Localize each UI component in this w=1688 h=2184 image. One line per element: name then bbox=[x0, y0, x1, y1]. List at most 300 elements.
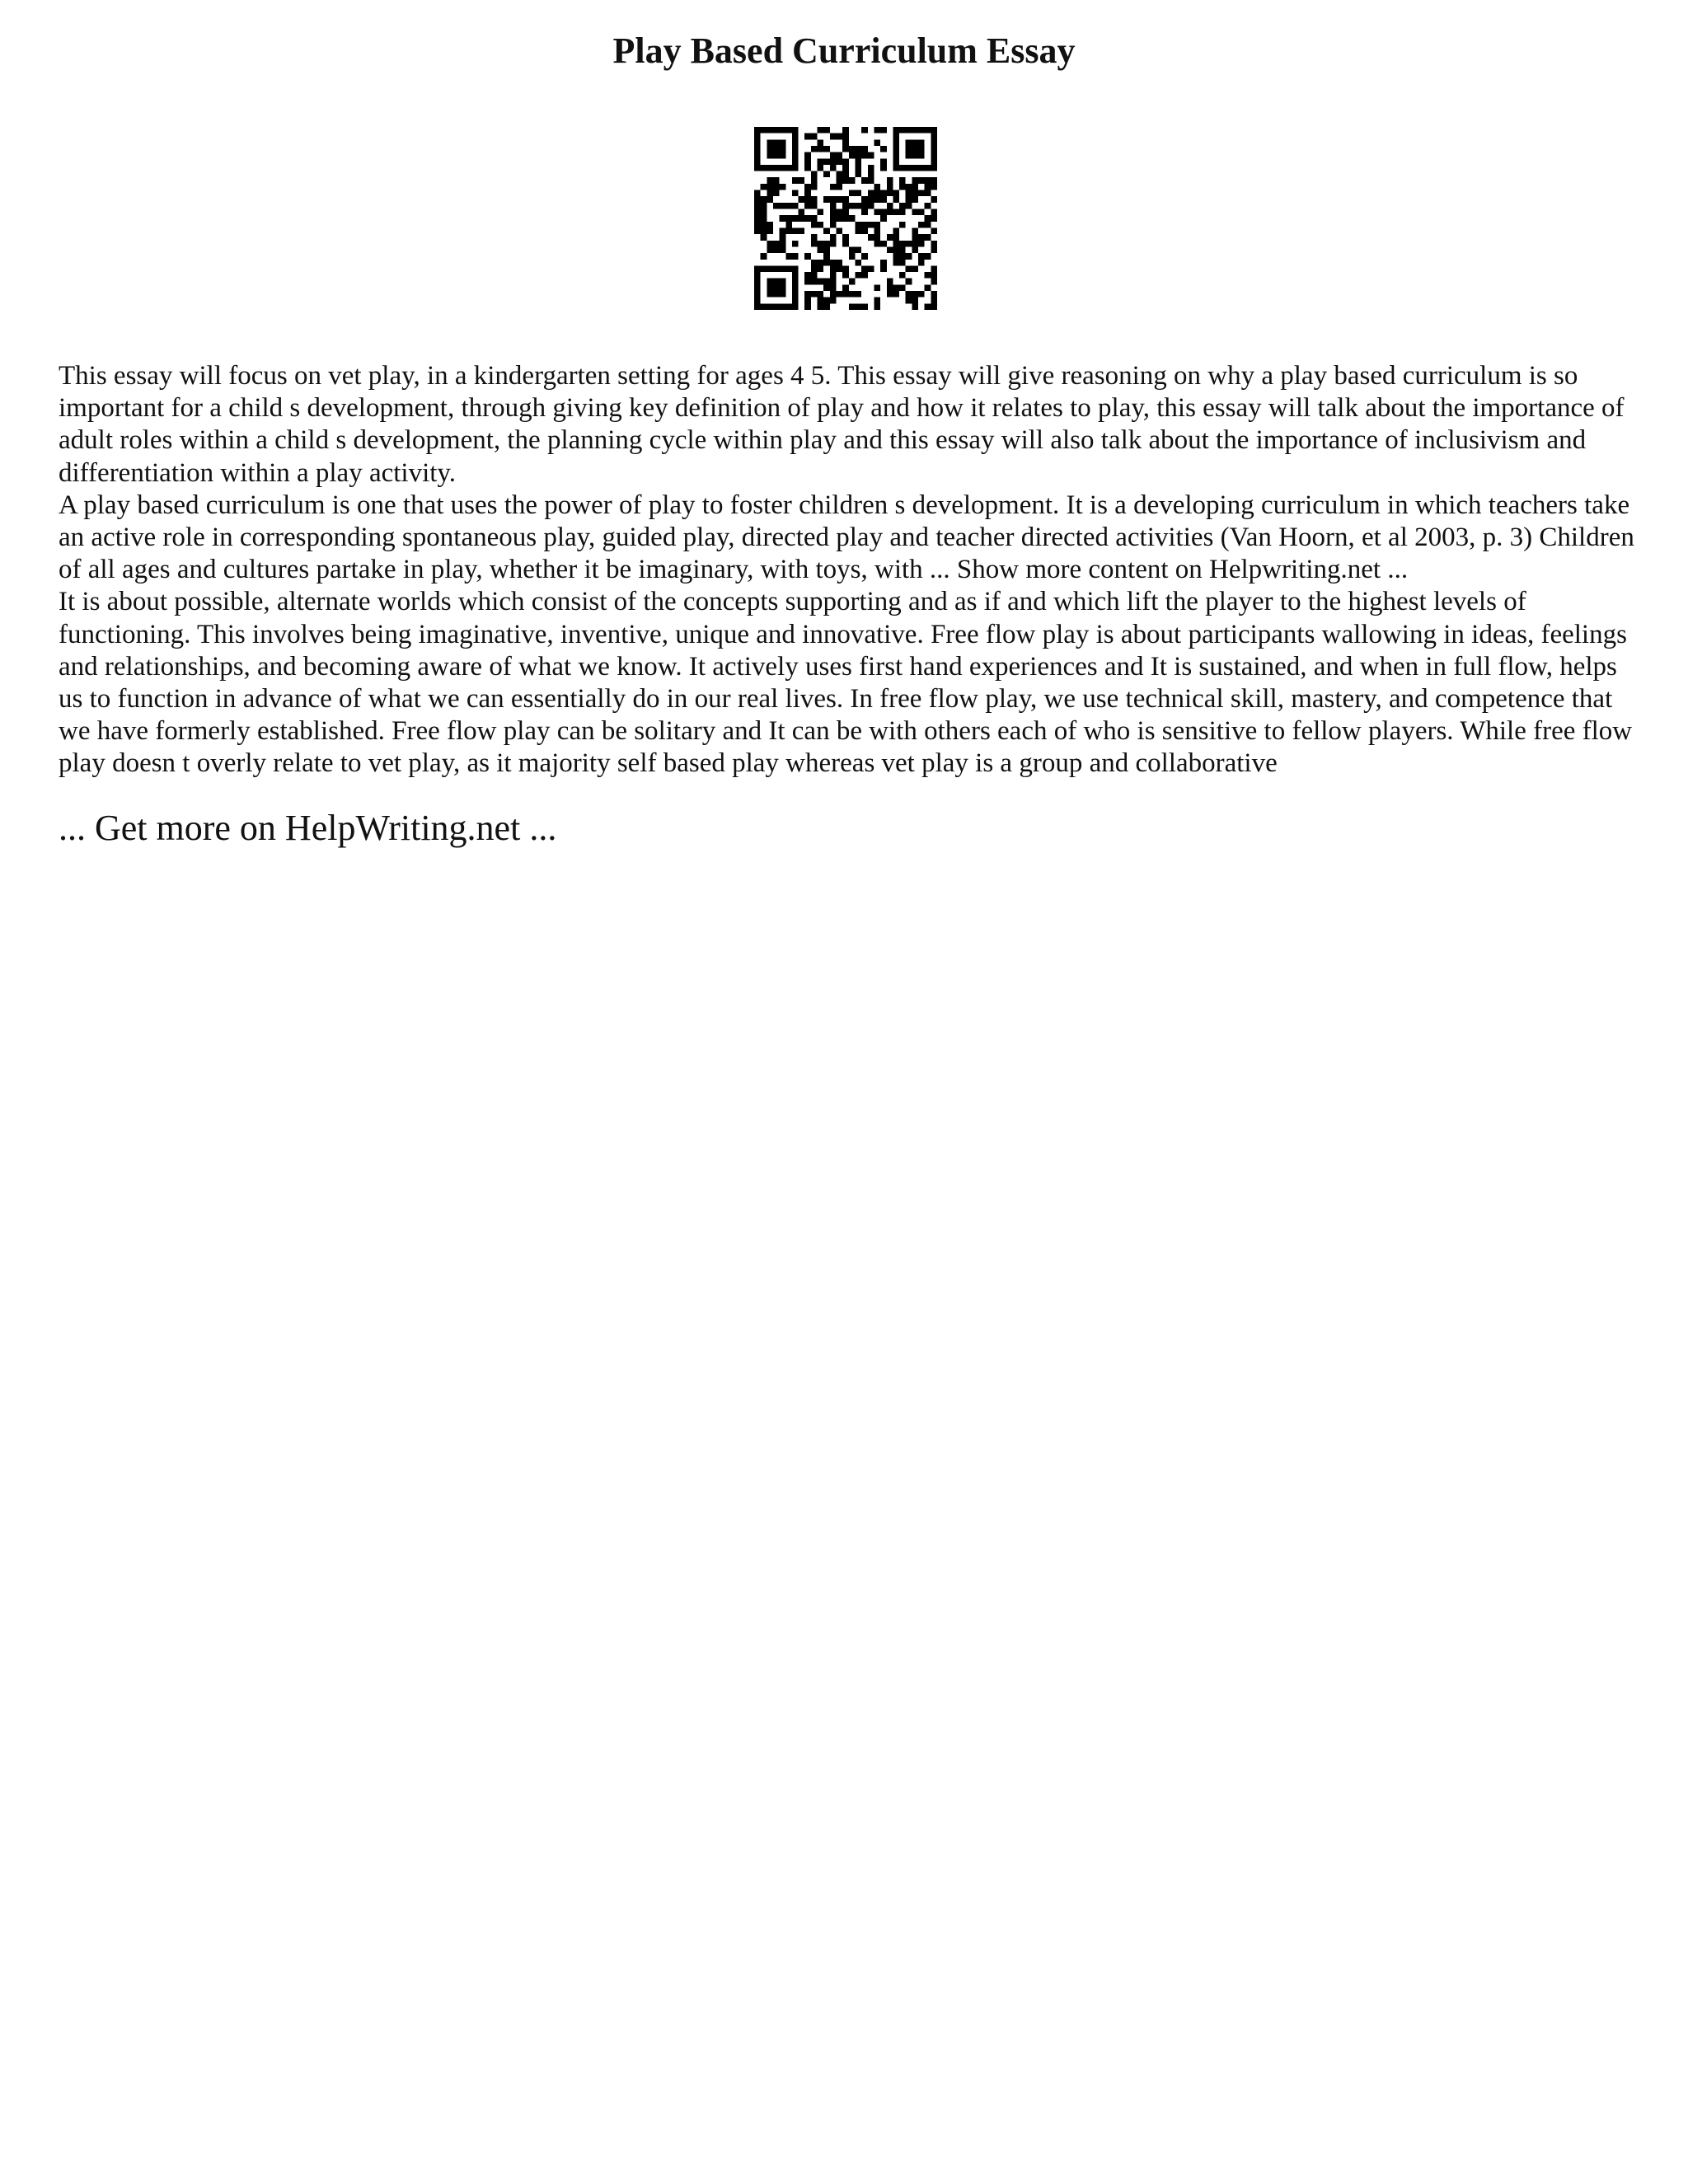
qr-module bbox=[830, 291, 837, 298]
qr-module bbox=[849, 190, 856, 197]
qr-module bbox=[767, 222, 773, 228]
qr-module bbox=[887, 246, 893, 253]
qr-module bbox=[918, 234, 925, 241]
qr-module bbox=[912, 196, 918, 203]
qr-module bbox=[767, 184, 773, 190]
qr-module bbox=[837, 134, 843, 140]
qr-module bbox=[861, 152, 868, 159]
qr-module bbox=[925, 215, 931, 222]
qr-module bbox=[925, 272, 931, 279]
qr-module bbox=[780, 291, 786, 298]
qr-module bbox=[761, 265, 767, 272]
qr-module bbox=[773, 139, 780, 146]
qr-module bbox=[811, 184, 818, 190]
qr-module bbox=[906, 196, 912, 203]
qr-module bbox=[868, 177, 874, 184]
qr-module bbox=[874, 196, 880, 203]
qr-module bbox=[811, 234, 818, 241]
qr-module bbox=[830, 284, 837, 291]
qr-module bbox=[754, 298, 761, 304]
qr-module bbox=[837, 171, 843, 178]
qr-module bbox=[818, 298, 824, 304]
qr-module bbox=[912, 227, 918, 234]
qr-module bbox=[849, 246, 856, 253]
qr-module bbox=[899, 253, 906, 260]
qr-module bbox=[754, 158, 761, 165]
qr-module bbox=[918, 152, 925, 159]
qr-module bbox=[780, 234, 786, 241]
qr-module bbox=[912, 139, 918, 146]
qr-module bbox=[818, 265, 824, 272]
qr-module bbox=[830, 165, 837, 171]
qr-module bbox=[754, 215, 761, 222]
qr-module bbox=[761, 209, 767, 216]
qr-module bbox=[780, 227, 786, 234]
qr-module bbox=[804, 303, 811, 310]
qr-module bbox=[849, 253, 856, 260]
qr-module bbox=[925, 253, 931, 260]
qr-module bbox=[855, 190, 861, 197]
qr-module bbox=[868, 196, 874, 203]
qr-module bbox=[837, 209, 843, 216]
qr-module bbox=[804, 184, 811, 190]
qr-module bbox=[842, 127, 849, 134]
qr-module bbox=[773, 184, 780, 190]
qr-module bbox=[880, 127, 887, 134]
qr-module bbox=[842, 165, 849, 171]
qr-module bbox=[887, 284, 893, 291]
qr-module bbox=[780, 184, 786, 190]
qr-module bbox=[887, 209, 893, 216]
qr-module bbox=[931, 209, 937, 216]
qr-module bbox=[761, 203, 767, 209]
qr-module bbox=[792, 227, 799, 234]
qr-module bbox=[754, 165, 761, 171]
qr-module bbox=[931, 146, 937, 152]
qr-module bbox=[785, 127, 792, 134]
qr-module bbox=[906, 298, 912, 304]
qr-module bbox=[931, 246, 937, 253]
qr-module bbox=[931, 165, 937, 171]
qr-module bbox=[918, 291, 925, 298]
qr-module bbox=[754, 303, 761, 310]
qr-module bbox=[861, 227, 868, 234]
qr-module bbox=[780, 203, 786, 209]
qr-module bbox=[754, 190, 761, 197]
qr-module bbox=[830, 265, 837, 272]
qr-module bbox=[925, 177, 931, 184]
qr-module bbox=[830, 209, 837, 216]
qr-module bbox=[780, 279, 786, 285]
qr-module bbox=[830, 134, 837, 140]
qr-module bbox=[837, 291, 843, 298]
qr-module bbox=[767, 246, 773, 253]
qr-module bbox=[780, 215, 786, 222]
qr-module bbox=[761, 165, 767, 171]
essay-paragraph-3: It is about possible, alternate worlds which consist of the concepts supporting and as if and which lift the player to the highest levels of functioning. This involves being imaginative, inventive, unique and innovative. Free flow play is about participants wallowing in ideas, feelings and relationships, and becoming aware of what we know. It actively uses first hand experiences and It is sustained, and when in full flow, helps us to function in advance of what we can essentially do in our real lives. In free flow play, we use technical skill, mastery, and competence that we have formerly established. Free flow play can be solitary and It can be with others each of who is sensitive to fellow players. While free flow play doesn t overly relate to vet play, as it majority self based play whereas vet play is a group and collaborative bbox=[59, 587, 1633, 779]
qr-code-icon bbox=[754, 127, 937, 310]
qr-module bbox=[842, 171, 849, 178]
qr-module bbox=[893, 227, 899, 234]
qr-module bbox=[818, 127, 824, 134]
qr-module bbox=[887, 184, 893, 190]
qr-module bbox=[880, 190, 887, 197]
qr-module bbox=[761, 222, 767, 228]
qr-module bbox=[918, 165, 925, 171]
qr-module bbox=[837, 152, 843, 159]
qr-module bbox=[861, 272, 868, 279]
qr-module bbox=[754, 279, 761, 285]
qr-module bbox=[912, 152, 918, 159]
qr-module bbox=[899, 165, 906, 171]
qr-module bbox=[767, 127, 773, 134]
qr-module bbox=[804, 215, 811, 222]
qr-module bbox=[811, 241, 818, 247]
qr-module bbox=[792, 203, 799, 209]
qr-module bbox=[931, 177, 937, 184]
qr-module bbox=[767, 139, 773, 146]
qr-module bbox=[754, 146, 761, 152]
qr-module bbox=[918, 127, 925, 134]
qr-module bbox=[912, 234, 918, 241]
qr-module bbox=[792, 165, 799, 171]
qr-module bbox=[874, 127, 880, 134]
qr-module bbox=[823, 158, 830, 165]
qr-module bbox=[804, 279, 811, 285]
qr-module bbox=[925, 222, 931, 228]
qr-module bbox=[925, 165, 931, 171]
qr-module bbox=[887, 190, 893, 197]
qr-module bbox=[918, 253, 925, 260]
qr-module bbox=[754, 196, 761, 203]
qr-module bbox=[931, 241, 937, 247]
qr-module bbox=[912, 298, 918, 304]
qr-module bbox=[754, 152, 761, 159]
qr-module bbox=[899, 127, 906, 134]
qr-module bbox=[780, 303, 786, 310]
qr-module bbox=[918, 190, 925, 197]
qr-module bbox=[799, 177, 805, 184]
qr-module bbox=[842, 265, 849, 272]
qr-module bbox=[925, 127, 931, 134]
qr-module bbox=[931, 152, 937, 159]
qr-module bbox=[761, 215, 767, 222]
page-title: Play Based Curriculum Essay bbox=[612, 30, 1076, 71]
qr-module bbox=[842, 146, 849, 152]
get-more-link[interactable]: ... Get more on HelpWriting.net ... bbox=[59, 808, 557, 848]
qr-module bbox=[811, 215, 818, 222]
qr-module bbox=[868, 203, 874, 209]
qr-module bbox=[761, 227, 767, 234]
qr-module bbox=[773, 284, 780, 291]
qr-module bbox=[823, 246, 830, 253]
qr-module bbox=[830, 196, 837, 203]
qr-module bbox=[918, 139, 925, 146]
qr-module bbox=[855, 203, 861, 209]
qr-module bbox=[792, 134, 799, 140]
qr-module bbox=[874, 209, 880, 216]
qr-module bbox=[780, 146, 786, 152]
qr-module bbox=[792, 284, 799, 291]
qr-module bbox=[823, 196, 830, 203]
qr-module bbox=[855, 246, 861, 253]
qr-module bbox=[912, 303, 918, 310]
qr-module bbox=[880, 215, 887, 222]
qr-module bbox=[893, 146, 899, 152]
qr-module bbox=[754, 134, 761, 140]
qr-module bbox=[887, 177, 893, 184]
qr-module bbox=[780, 284, 786, 291]
qr-module bbox=[823, 260, 830, 266]
qr-module bbox=[811, 291, 818, 298]
qr-module bbox=[893, 127, 899, 134]
qr-module bbox=[754, 291, 761, 298]
qr-module bbox=[811, 171, 818, 178]
qr-module bbox=[767, 227, 773, 234]
qr-module bbox=[842, 158, 849, 165]
qr-module bbox=[912, 241, 918, 247]
qr-module bbox=[874, 298, 880, 304]
qr-module bbox=[855, 146, 861, 152]
qr-module bbox=[931, 215, 937, 222]
qr-module bbox=[799, 209, 805, 216]
qr-module bbox=[912, 177, 918, 184]
qr-module bbox=[830, 203, 837, 209]
qr-module bbox=[823, 171, 830, 178]
qr-module bbox=[899, 272, 906, 279]
qr-module bbox=[868, 171, 874, 178]
qr-module bbox=[804, 203, 811, 209]
qr-module bbox=[899, 260, 906, 266]
qr-module bbox=[906, 279, 912, 285]
qr-module bbox=[874, 190, 880, 197]
qr-module bbox=[804, 134, 811, 140]
qr-module bbox=[906, 190, 912, 197]
qr-module bbox=[899, 177, 906, 184]
qr-module bbox=[792, 152, 799, 159]
qr-module bbox=[931, 127, 937, 134]
qr-module bbox=[893, 190, 899, 197]
qr-module bbox=[893, 158, 899, 165]
qr-module bbox=[906, 146, 912, 152]
qr-module bbox=[874, 303, 880, 310]
qr-module bbox=[925, 203, 931, 209]
qr-module bbox=[861, 222, 868, 228]
qr-module bbox=[868, 234, 874, 241]
qr-module bbox=[804, 196, 811, 203]
qr-module bbox=[849, 215, 856, 222]
qr-module bbox=[912, 209, 918, 216]
qr-module bbox=[811, 196, 818, 203]
qr-module bbox=[773, 241, 780, 247]
qr-module bbox=[931, 184, 937, 190]
qr-module bbox=[780, 265, 786, 272]
qr-module bbox=[804, 158, 811, 165]
qr-module bbox=[830, 279, 837, 285]
qr-module bbox=[912, 184, 918, 190]
qr-module bbox=[906, 203, 912, 209]
qr-module bbox=[899, 246, 906, 253]
qr-module bbox=[918, 241, 925, 247]
qr-module bbox=[906, 184, 912, 190]
qr-module bbox=[849, 203, 856, 209]
qr-module bbox=[842, 177, 849, 184]
qr-module bbox=[792, 190, 799, 197]
qr-module bbox=[767, 196, 773, 203]
qr-module bbox=[823, 298, 830, 304]
qr-module bbox=[893, 241, 899, 247]
qr-module bbox=[868, 152, 874, 159]
qr-module bbox=[792, 127, 799, 134]
qr-module bbox=[830, 215, 837, 222]
qr-module bbox=[874, 184, 880, 190]
qr-module bbox=[773, 203, 780, 209]
qr-module bbox=[893, 234, 899, 241]
qr-module bbox=[830, 184, 837, 190]
qr-module bbox=[912, 291, 918, 298]
qr-module bbox=[767, 165, 773, 171]
qr-module bbox=[837, 260, 843, 266]
qr-module bbox=[893, 260, 899, 266]
qr-module bbox=[761, 184, 767, 190]
qr-module bbox=[899, 222, 906, 228]
qr-module bbox=[754, 284, 761, 291]
qr-module bbox=[767, 177, 773, 184]
qr-module bbox=[792, 253, 799, 260]
qr-module bbox=[767, 284, 773, 291]
qr-module bbox=[906, 152, 912, 159]
qr-module bbox=[837, 158, 843, 165]
qr-module bbox=[918, 209, 925, 216]
qr-module bbox=[887, 203, 893, 209]
qr-module bbox=[855, 222, 861, 228]
qr-module bbox=[754, 139, 761, 146]
qr-module bbox=[811, 146, 818, 152]
qr-module bbox=[823, 127, 830, 134]
qr-module bbox=[804, 165, 811, 171]
qr-module bbox=[887, 279, 893, 285]
qr-module bbox=[773, 127, 780, 134]
qr-module bbox=[861, 203, 868, 209]
qr-module bbox=[761, 234, 767, 241]
qr-module bbox=[773, 152, 780, 159]
qr-module bbox=[818, 303, 824, 310]
qr-module bbox=[855, 303, 861, 310]
qr-module bbox=[899, 203, 906, 209]
qr-module bbox=[931, 227, 937, 234]
qr-module bbox=[818, 222, 824, 228]
qr-module bbox=[792, 291, 799, 298]
qr-module bbox=[785, 215, 792, 222]
qr-module bbox=[925, 184, 931, 190]
qr-module bbox=[754, 209, 761, 216]
qr-module bbox=[804, 291, 811, 298]
essay-paragraph-1: This essay will focus on vet play, in a kindergarten setting for ages 4 5. This essay will give reasoning on why a play based curriculum is so important for a child s development, through giving key definition of play and how it relates to play, this essay will talk about the importance of adult roles within a child s development, the planning cycle within play and this essay will also talk about the importance of inclusivism and differentiation within a play activity. bbox=[59, 361, 1625, 488]
qr-module bbox=[874, 241, 880, 247]
qr-module bbox=[823, 303, 830, 310]
qr-module bbox=[893, 209, 899, 216]
qr-module bbox=[792, 158, 799, 165]
qr-module bbox=[893, 284, 899, 291]
qr-module bbox=[792, 279, 799, 285]
qr-module bbox=[893, 291, 899, 298]
qr-module bbox=[918, 260, 925, 266]
qr-module bbox=[823, 241, 830, 247]
qr-module bbox=[906, 139, 912, 146]
qr-module bbox=[767, 291, 773, 298]
qr-module bbox=[893, 134, 899, 140]
qr-module bbox=[868, 165, 874, 171]
qr-module bbox=[868, 190, 874, 197]
qr-module bbox=[818, 146, 824, 152]
qr-module bbox=[906, 241, 912, 247]
qr-module bbox=[811, 203, 818, 209]
qr-module bbox=[931, 139, 937, 146]
qr-module bbox=[880, 158, 887, 165]
qr-code bbox=[754, 127, 937, 310]
qr-module bbox=[767, 190, 773, 197]
qr-module bbox=[842, 196, 849, 203]
qr-module bbox=[906, 127, 912, 134]
qr-module bbox=[780, 246, 786, 253]
qr-module bbox=[849, 146, 856, 152]
qr-module bbox=[830, 272, 837, 279]
qr-module bbox=[830, 241, 837, 247]
qr-module bbox=[918, 146, 925, 152]
qr-module bbox=[899, 184, 906, 190]
qr-module bbox=[830, 234, 837, 241]
qr-module bbox=[899, 209, 906, 216]
qr-module bbox=[773, 190, 780, 197]
qr-module bbox=[773, 165, 780, 171]
qr-module bbox=[804, 272, 811, 279]
qr-module bbox=[818, 246, 824, 253]
qr-module bbox=[906, 265, 912, 272]
qr-module bbox=[804, 298, 811, 304]
qr-module bbox=[912, 246, 918, 253]
qr-module bbox=[906, 165, 912, 171]
qr-module bbox=[925, 303, 931, 310]
qr-module bbox=[767, 265, 773, 272]
qr-module bbox=[861, 253, 868, 260]
qr-module bbox=[842, 215, 849, 222]
qr-module bbox=[780, 139, 786, 146]
qr-module bbox=[792, 241, 799, 247]
qr-module bbox=[837, 177, 843, 184]
qr-module bbox=[799, 215, 805, 222]
qr-module bbox=[754, 127, 761, 134]
qr-module bbox=[880, 260, 887, 266]
qr-module bbox=[823, 279, 830, 285]
qr-module bbox=[823, 227, 830, 234]
qr-module bbox=[773, 265, 780, 272]
qr-module bbox=[804, 190, 811, 197]
qr-module bbox=[893, 152, 899, 159]
qr-module bbox=[925, 284, 931, 291]
qr-module bbox=[823, 284, 830, 291]
qr-module bbox=[785, 265, 792, 272]
qr-module bbox=[754, 265, 761, 272]
qr-module bbox=[767, 146, 773, 152]
qr-module bbox=[818, 279, 824, 285]
qr-module bbox=[861, 177, 868, 184]
qr-module bbox=[830, 158, 837, 165]
qr-module bbox=[849, 291, 856, 298]
qr-module bbox=[785, 222, 792, 228]
qr-module bbox=[887, 291, 893, 298]
qr-module bbox=[931, 303, 937, 310]
qr-module bbox=[868, 222, 874, 228]
